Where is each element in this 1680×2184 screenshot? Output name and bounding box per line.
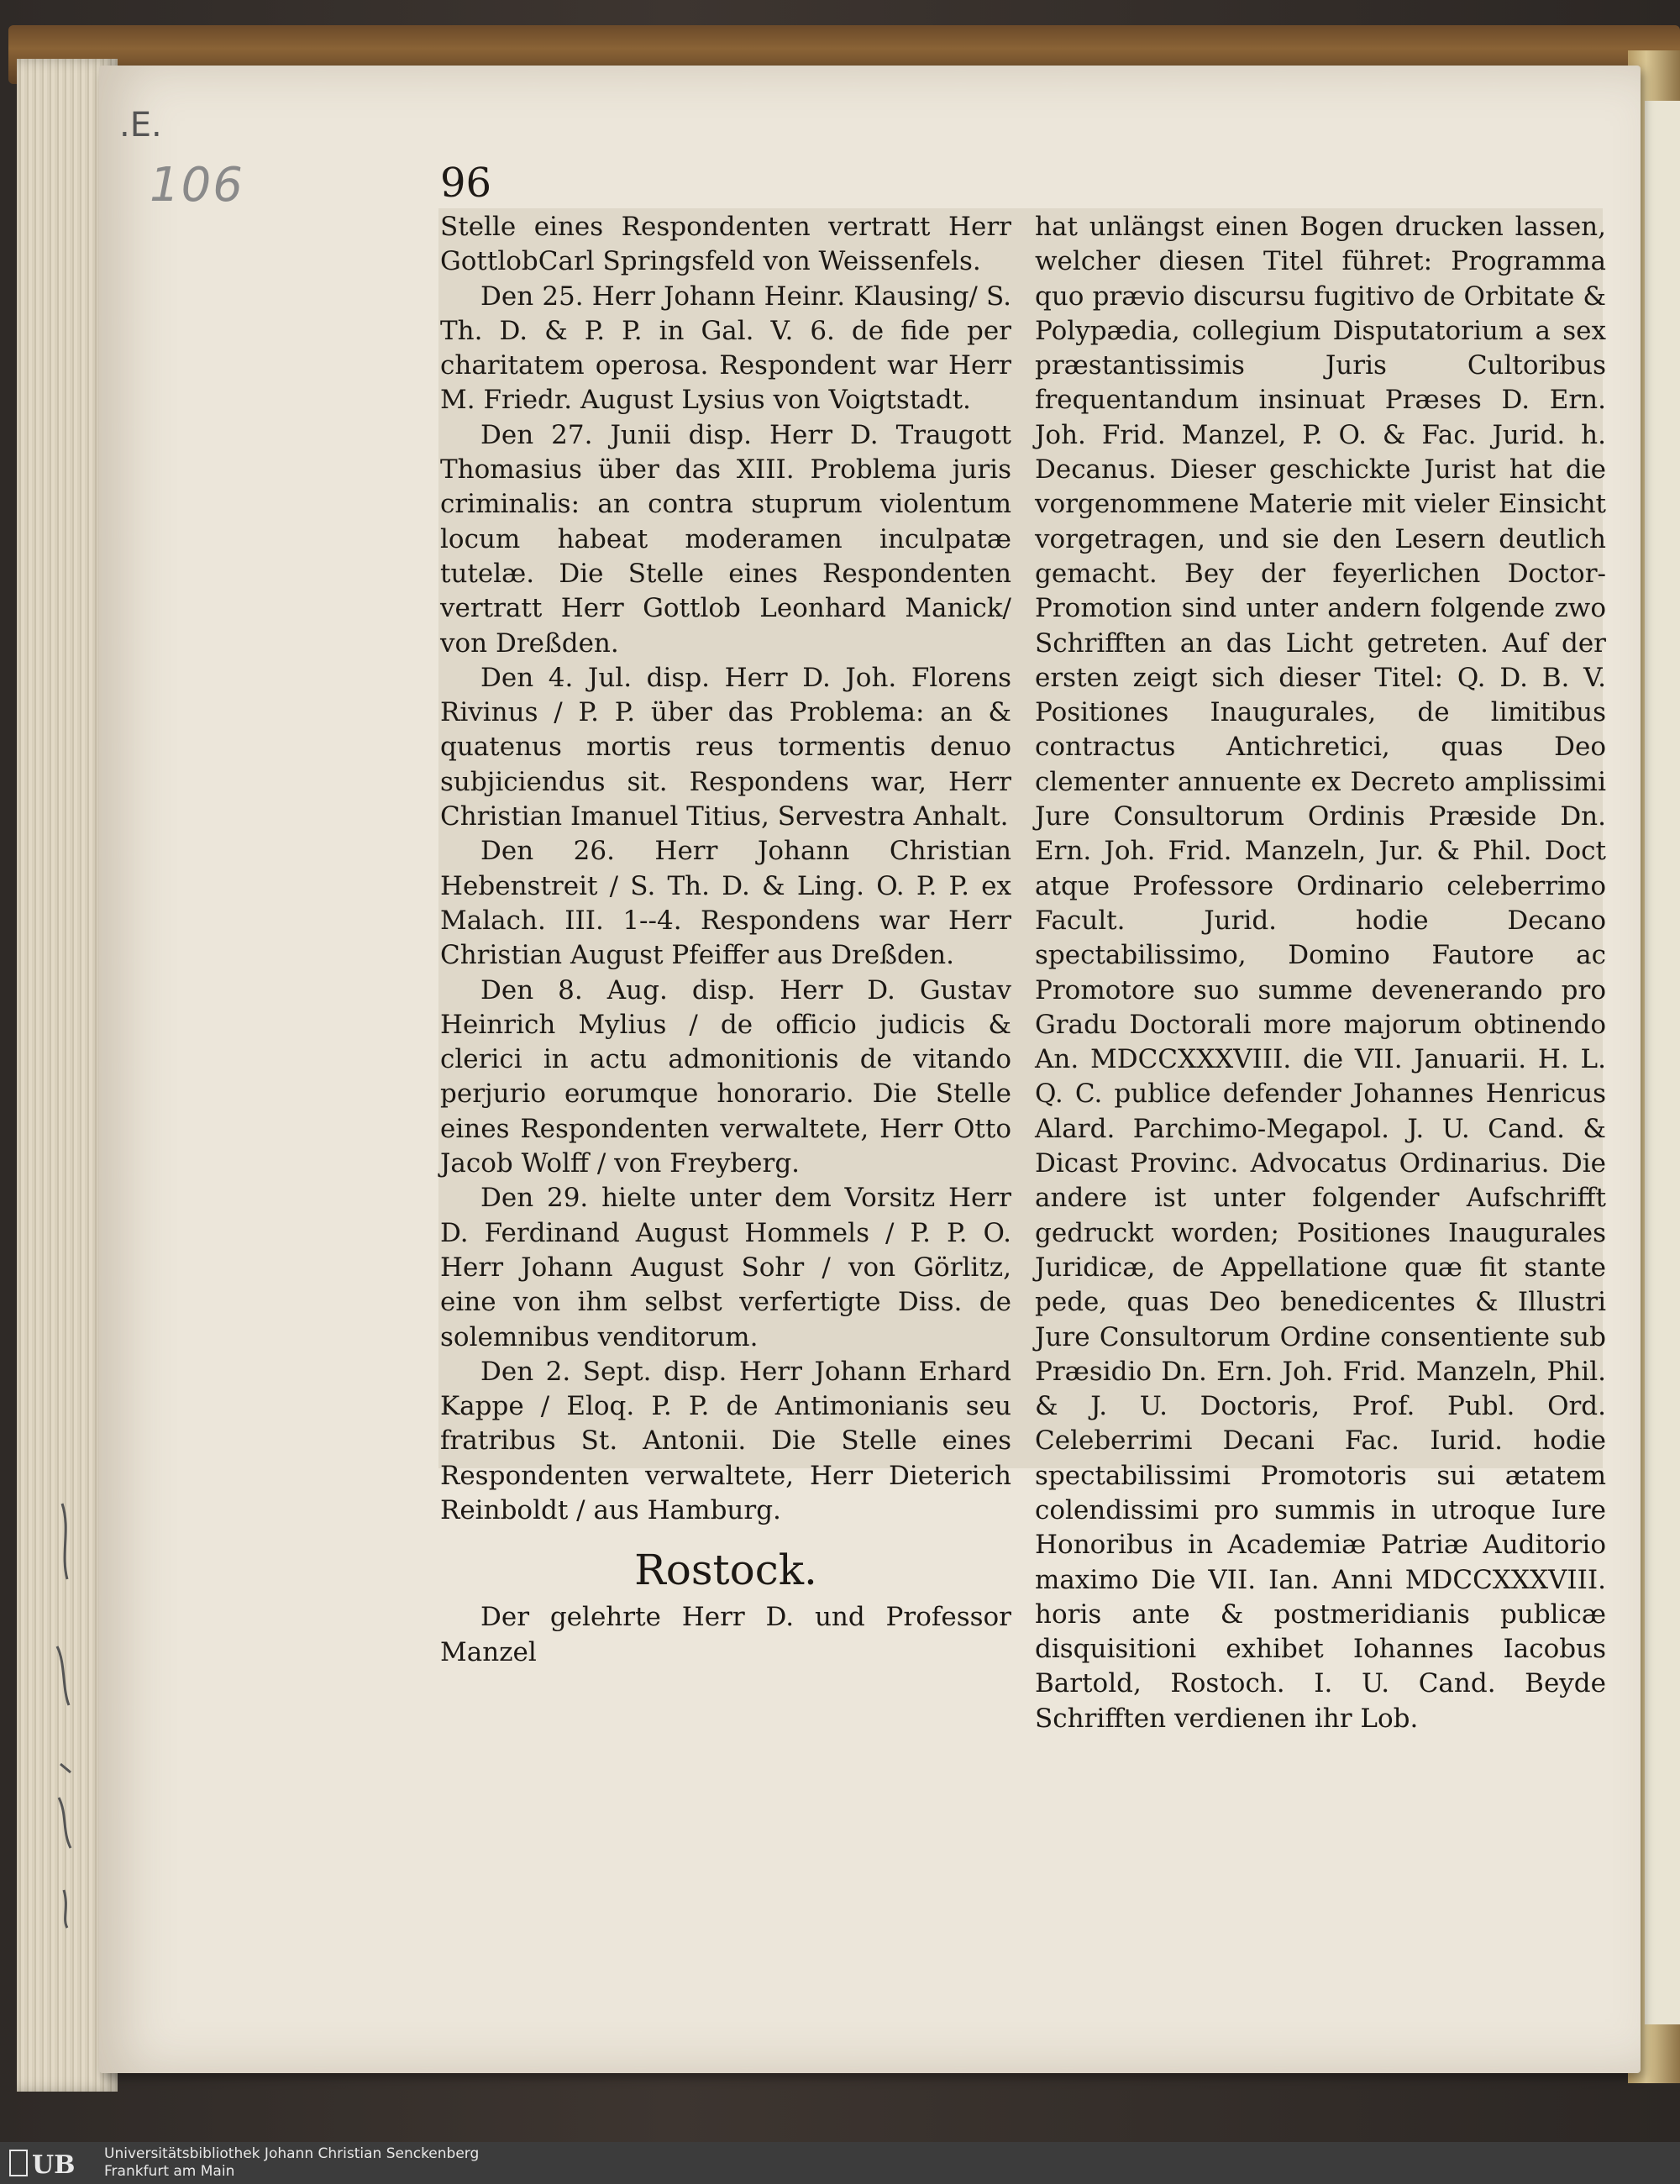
footer-text [104,2145,479,2181]
paragraph: Den 27. Junii disp. Herr D. Traugott Thomasius über das XIII. Problema juris criminalis: an contra stuprum violentum locum habeat moderamen inculpatæ tutelæ. Die Stelle eines Respondenten vertratt Herr Gottlob Leonhard Manick/ von Dreßden. [440,419,1011,659]
left-column [440,210,1011,1670]
footer-line-1: Universitätsbibliothek Johann Christian Senckenberg [104,2145,480,2162]
library-footer [0,2142,1680,2184]
ub-logo-icon [7,2147,87,2179]
paragraph: Den 25. Herr Johann Heinr. Klausing/ S. Th. D. & P. P. in Gal. V. 6. de fide per charitatem operosa. Respondent war Herr M. Friedr. August Lysius von Voigtstadt. [440,281,1011,416]
paragraph: hat unlängst einen Bogen drucken lassen, welcher diesen Titel führet: Programma quo prævio discursu fugitivo de Orbitate & Polypædia, collegium Disputatorium a sex præstantissimis Juris Cultoribus frequentandum insinuat Præses D. Ern. Joh. Frid. Manzel, P. O. & Fac. Jurid. h. Decanus. Dieser geschickte Jurist hat die vorgenommene Materie mit vieler Einsicht vorgetragen, und sie den Lesern deutlich gemacht. Bey der feyerlichen Doctor-Promotion sind unter andern folgende zwo Schrifften an das Licht getreten. Auf der ersten zeigt sich dieser Titel: Q. D. B. V. Positiones Inaugurales, de limitibus contractus Antichretici, quas Deo clementer annuente ex Decreto amplissimi Jure Consultorum Ordinis Præside Dn. Ern. Joh. Frid. Manzeln, Jur. & Phil. Doct atque Professore Ordinario celeberrimo Facult. Jurid. hodie Decano spectabilissimo, Domino Fautore ac Promotore suo summe devenerando pro Gradu Doctorali more majorum obtinendo An. MDCCXXXVIII. die VII. Januarii. H. L. Q. C. publice defender Johannes Henricus Alard. Parchimo-Megapol. J. U. Cand. & Dicast Provinc. Advocatus Ordinarius. Die andere ist unter folgender Aufschrifft gedruckt worden; Positiones Inaugurales Juridicæ, de Appellatione quæ fit stante pede, quas Deo benedicentes & Illustri Jure Consultorum Ordine consentiente sub Præsidio Dn. Ern. Joh. Frid. Manzeln, Phil. & J. U. Doctoris, Prof. Publ. Ord. Celeberrimi Decani Fac. Iurid. hodie spectabilissimi Promotoris sui ætatem colendissimi pro summis in utroque Iure Honoribus in Academiæ Patriæ Auditorio maximo Die VII. Ian. Anni MDCCXXXVIII. horis ante & postmeridianis publicæ disquisitioni exhibet Iohannes Iacobus Bartold, Rostoch. I. U. Cand. Beyde Schrifften verdienen ihr Lob. [1035,212,1606,1734]
margin-scribble-icon [45,1495,87,1932]
paragraph: Den 2. Sept. disp. Herr Johann Erhard Kappe / Eloq. P. P. de Antimonianis seu fratribus St. Antonii. Die Stelle eines Respondenten verwaltete, Herr Dieterich Reinboldt / aus Hamburg. [440,1356,1011,1525]
paragraph: Den 26. Herr Johann Christian Hebenstreit / S. Th. D. & Ling. O. P. P. ex Malach. III. 1--4. Respondens war Herr Christian August Pfeiffer aus Dreßden. [440,836,1011,971]
paragraph: Stelle eines Respondenten vertratt Herr GottlobCarl Springsfeld von Weissenfels. [440,212,1011,277]
paragraph: Den 8. Aug. disp. Herr D. Gustav Heinrich Mylius / de officio judicis & clerici in actu admonitionis de vitando perjurio eorumque honorario. Die Stelle eines Respondenten verwaltete, Herr Otto Jacob Wolff / von Freyberg. [440,974,1011,1179]
page-number: 96 [440,160,492,207]
logo-text: UB [32,2150,76,2179]
paragraph: Den 4. Jul. disp. Herr D. Joh. Florens Rivinus / P. P. über das Problema: an & quatenus mortis reus tormentis denuo subjiciendus sit. Respondens war, Herr Christian Imanuel Titius, Servestra Anhalt. [440,662,1011,832]
paragraph: Den 29. hielte unter dem Vorsitz Herr D. Ferdinand August Hommels / P. P. O. Herr Johann August Sohr / von Görlitz, eine von ihm selbst verfertigte Diss. de solemnibus venditorum. [440,1183,1011,1352]
right-column [1035,210,1606,1736]
section-intro: Der gelehrte Herr D. und Professor Manzel [440,1602,1011,1667]
pencil-shelfmark: 106 [150,158,244,213]
corner-mark: .E. [119,106,162,144]
footer-line-2: Frankfurt am Main [104,2163,235,2180]
section-heading-rostock: Rostock. [634,1546,817,1595]
next-page-edge [1645,101,1680,2024]
